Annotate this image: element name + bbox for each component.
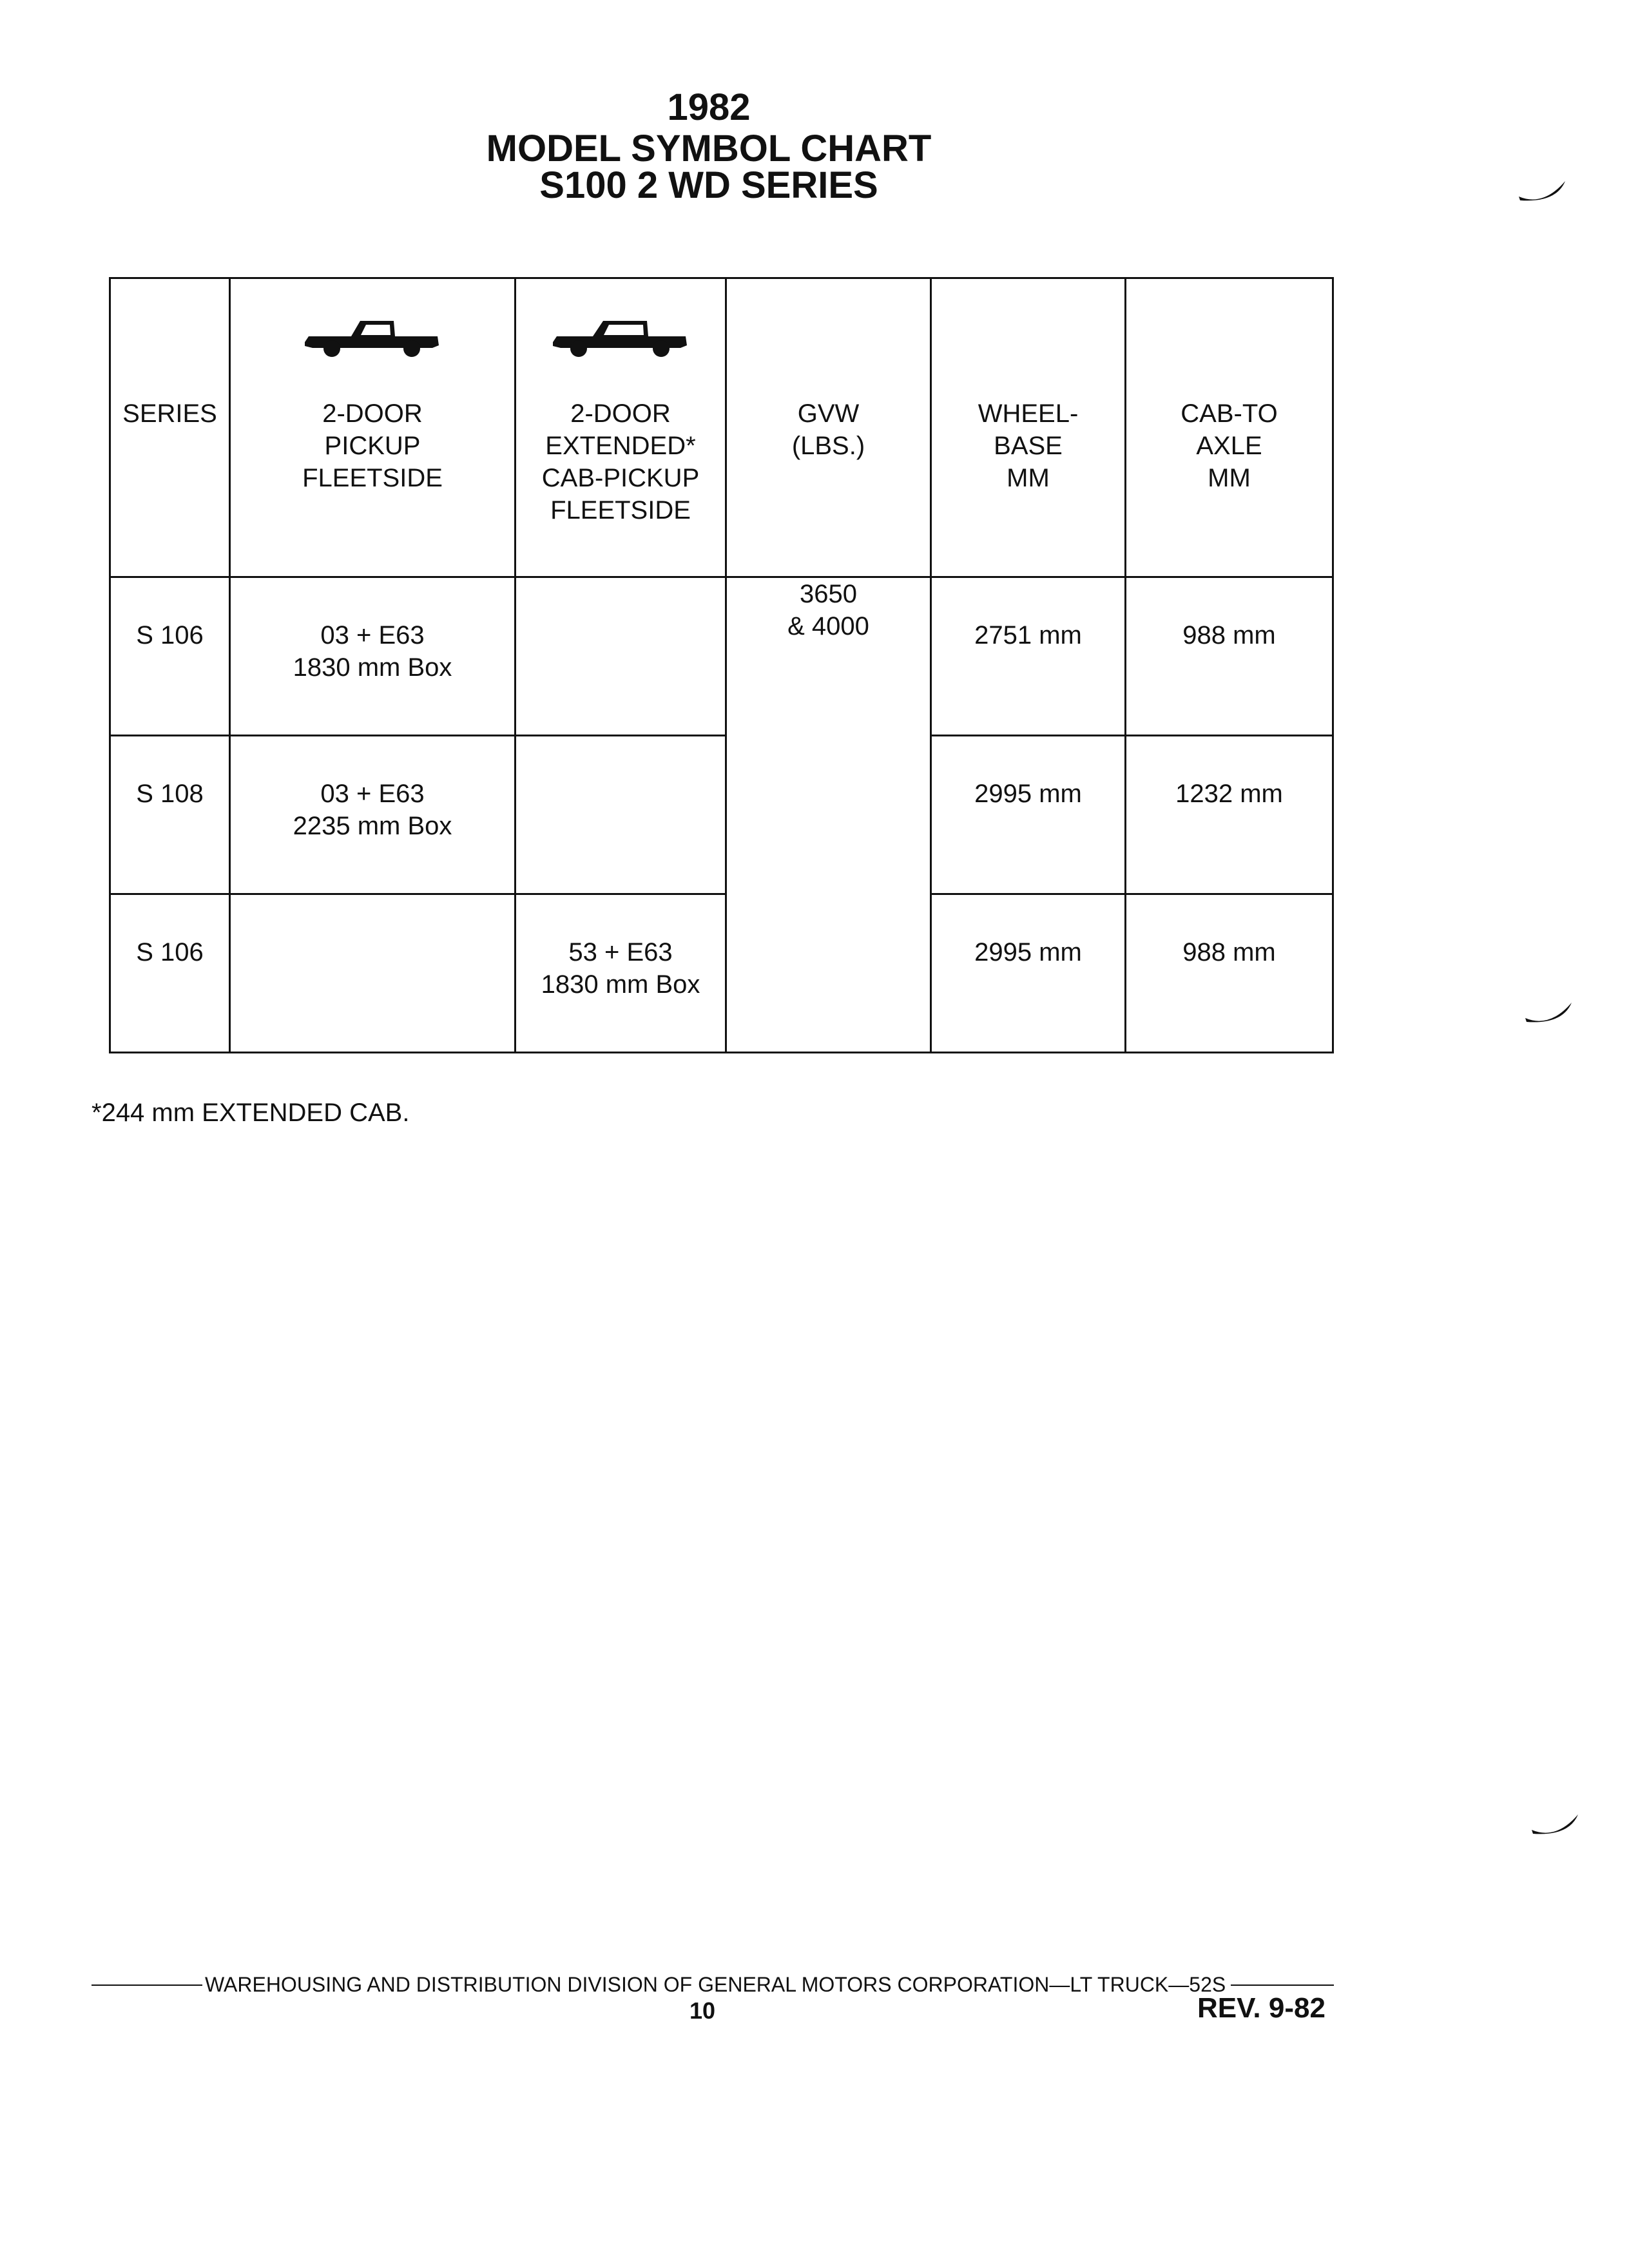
cell-cab-to-axle: 988 mm [1126, 894, 1333, 1053]
binder-mark-icon [1530, 1811, 1582, 1843]
cell-pickup [230, 894, 516, 1053]
header-extended-cab: 2-DOOR EXTENDED* CAB-PICKUP FLEETSIDE [516, 278, 726, 577]
cell-extended [516, 736, 726, 894]
cell-wheelbase: 2995 mm [931, 894, 1126, 1053]
model-symbol-table [109, 277, 1334, 1053]
table-row [110, 736, 1333, 894]
cell-cab-to-axle: 1232 mm [1126, 736, 1333, 894]
cell-series: S 106 [110, 577, 230, 736]
title-series: S100 2 WD SERIES [539, 164, 878, 206]
binder-mark-icon [1524, 999, 1576, 1031]
footer-text: WAREHOUSING AND DISTRIBUTION DIVISION OF GENERAL MOTORS CORPORATION—LT TRUCK—52S [205, 1973, 1226, 1996]
binder-mark-icon [1518, 177, 1569, 209]
cell-series: S 106 [110, 894, 230, 1053]
header-wheelbase: WHEEL- BASE MM [931, 278, 1126, 577]
table-header-row [110, 278, 1333, 577]
footer-rule-left [92, 1984, 202, 1986]
footer [92, 1973, 1334, 1997]
header-gvw: GVW (LBS.) [726, 278, 931, 577]
cell-pickup: 03 + E63 2235 mm Box [230, 736, 516, 894]
header-pickup: 2-DOOR PICKUP FLEETSIDE [230, 278, 516, 577]
header-cab-to-axle: CAB-TO AXLE MM [1126, 278, 1333, 577]
cell-wheelbase: 2751 mm [931, 577, 1126, 736]
extended-cab-truck-icon [553, 315, 688, 360]
page-number: 10 [689, 1997, 716, 2024]
table-row [110, 894, 1333, 1053]
table-row [110, 577, 1333, 736]
cell-extended: 53 + E63 1830 mm Box [516, 894, 726, 1053]
header-series: SERIES [110, 278, 230, 577]
cell-series: S 108 [110, 736, 230, 894]
footer-rule-right [1231, 1984, 1334, 1986]
title-main: MODEL SYMBOL CHART [486, 128, 932, 169]
pickup-truck-icon [305, 315, 440, 360]
revision-label: REV. 9-82 [1197, 1992, 1325, 2024]
cell-extended [516, 577, 726, 736]
title-year: 1982 [667, 86, 751, 128]
cell-gvw: 3650 & 4000 [726, 577, 931, 1053]
cell-wheelbase: 2995 mm [931, 736, 1126, 894]
cell-pickup: 03 + E63 1830 mm Box [230, 577, 516, 736]
cell-cab-to-axle: 988 mm [1126, 577, 1333, 736]
footnote: *244 mm EXTENDED CAB. [92, 1099, 410, 1127]
